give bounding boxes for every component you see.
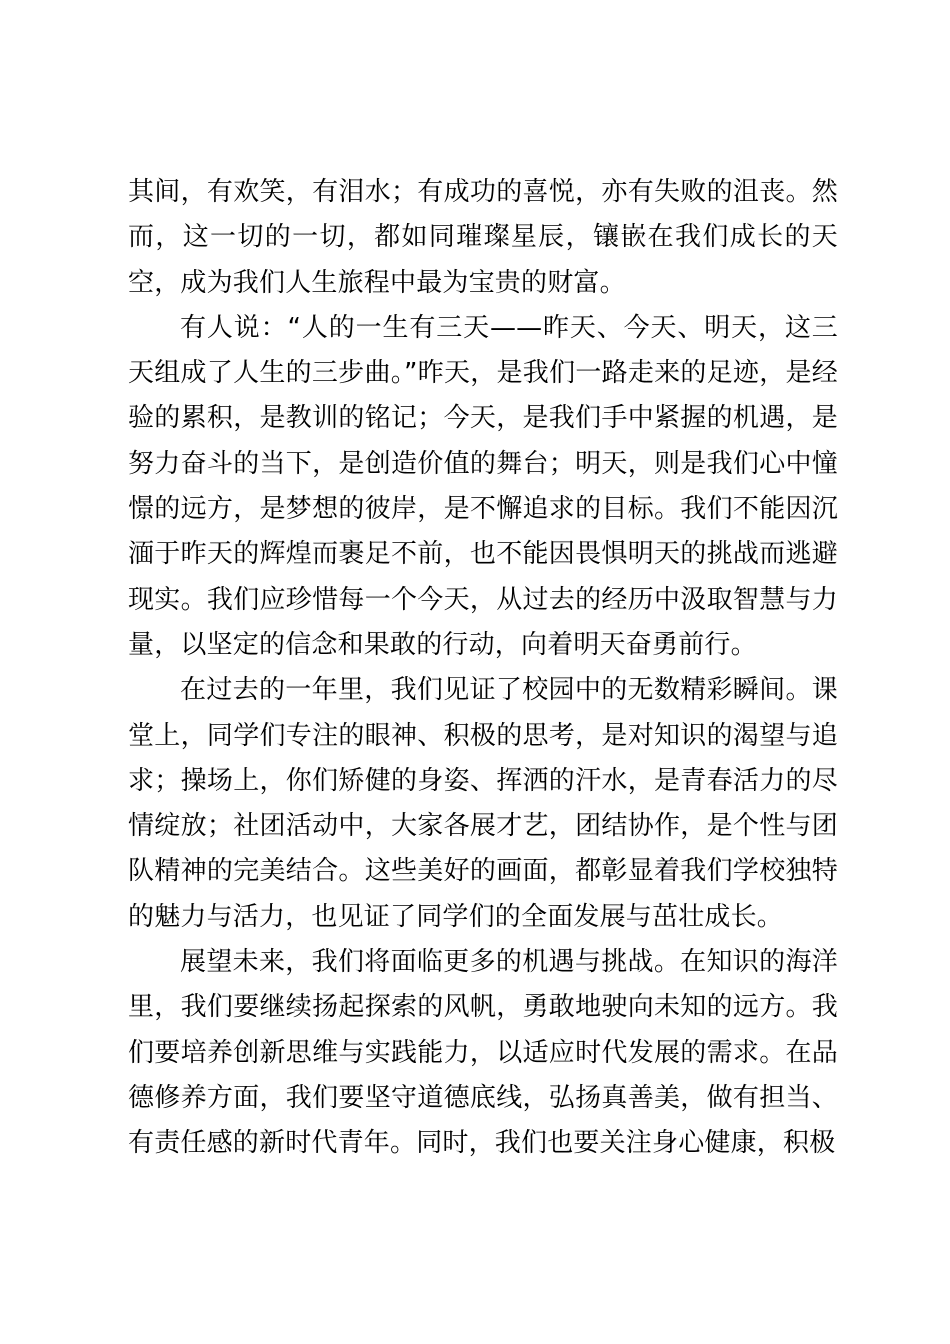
paragraph-three-days: 有人说：“人的一生有三天——昨天、今天、明天，这三天组成了人生的三步曲。”昨天，是我们一路走来的足迹，是经验的累积，是教训的铭记；今天，是我们手中紧握的机遇，是努力奋斗的当下，是创造价值的舞台；明天，则是我们心中憧憬的远方，是梦想的彼岸，是不懈追求的目标。我们不能因沉湎于昨天的辉煌而裹足不前，也不能因畏惧明天的挑战而逃避现实。我们应珍惜每一个今天，从过去的经历中汲取智慧与力量，以坚定的信念和果敢的行动，向着明天奋勇前行。: [128, 312, 838, 660]
paragraph-continuation: 其间，有欢笑，有泪水；有成功的喜悦，亦有失败的沮丧。然而，这一切的一切，都如同璀璨星辰，镶嵌在我们成长的天空，成为我们人生旅程中最为宝贵的财富。: [128, 177, 838, 298]
paragraph-future: 展望未来，我们将面临更多的机遇与挑战。在知识的海洋里，我们要继续扬起探索的风帆，勇敢地驶向未知的远方。我们要培养创新思维与实践能力，以适应时代发展的需求。在品德修养方面，我们要坚守道德底线，弘扬真善美，做有担当、有责任感的新时代青年。同时，我们也要关注身心健康，积极: [128, 947, 838, 1159]
paragraph-past-year: 在过去的一年里，我们见证了校园中的无数精彩瞬间。课堂上，同学们专注的眼神、积极的思考，是对知识的渴望与追求；操场上，你们矫健的身姿、挥洒的汗水，是青春活力的尽情绽放；社团活动中，大家各展才艺，团结协作，是个性与团队精神的完美结合。这些美好的画面，都彰显着我们学校独特的魅力与活力，也见证了同学们的全面发展与茁壮成长。: [128, 675, 838, 932]
document-body: [128, 170, 838, 1167]
